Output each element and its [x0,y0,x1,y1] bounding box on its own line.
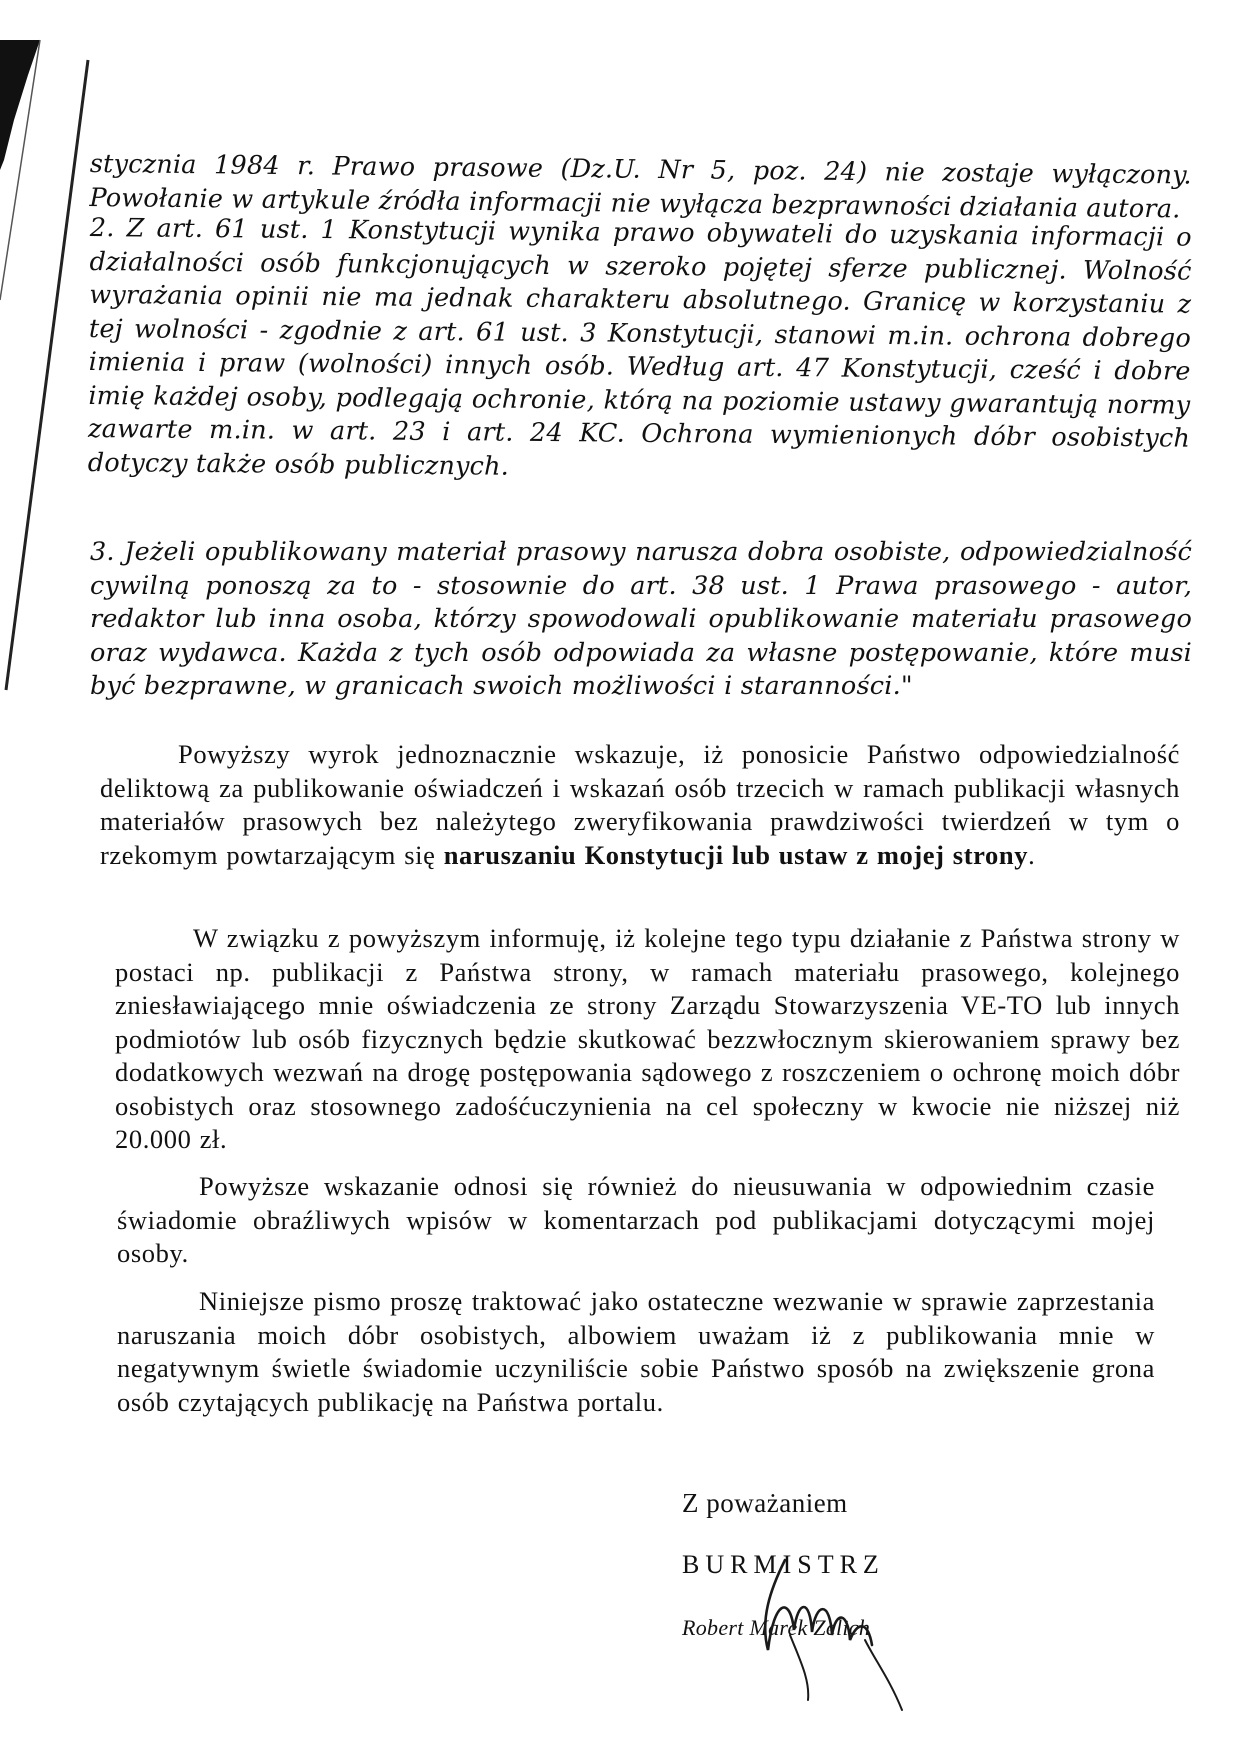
quote-paragraph-1: stycznia 1984 r. Prawo prasowe (Dz.U. Nr 5, poz. 24) nie zostaje wyłączony. Powołanie w artykule źródła informacji nie wyłącza bezprawności działania autora. [89,148,1192,224]
signatory-title: BURMISTRZ [682,1550,885,1579]
verdict-end: . [1028,839,1036,870]
quote-paragraph-2: 2. Z art. 61 ust. 1 Konstytucji wynika prawo obywateli do uzyskania informacji o działalności osób funkcjonujących w szeroko pojętej sferze publicznej. Wolność wyrażania opinii nie ma jednak charakteru absolutnego. Granicę w korzystaniu z tej wolności - zgodnie z art. 61 ust. 3 Konstytucji, stanowi m.in. ochrona dobrego imienia i praw (wolności) innych osób. Według art. 47 Konstytucji, cześć i dobre imię każdej osoby, podlegają ochronie, którą na poziomie ustawy gwarantują normy zawarte m.in. w art. 23 i art. 24 KC. Ochrona wymienionych dóbr osobistych dotyczy także osób publicznych. [87,212,1192,482]
signatory-name: Robert Marek Zelich [682,1615,871,1640]
verdict-text: Powyższy wyrok jednoznacznie wskazuje, iż ponosicie Państwo odpowiedzialność deliktową za publikowanie oświadczeń i wskazań osób trzecich w ramach publikacji własnych materiałów prasowych bez należytego zweryfikowania prawdziwości twierdzeń w tym o rzekomym powtarzającym się [100,739,1180,870]
handwritten-signature [690,1540,940,1720]
verdict-bold-text: naruszaniu Konstytucji lub ustaw z mojej strony [443,839,1029,870]
letter-paragraph-comments: Powyższe wskazanie odnosi się również do nieusuwania w odpowiednim czasie świadomie obraźliwych wpisów w komentarzach pod publikacjami dotyczącymi mojej osoby. [117,1171,1155,1268]
letter-paragraph-final-demand: Niniejsze pismo proszę traktować jako ostateczne wezwanie w sprawie zaprzestania naruszania moich dóbr osobistych, albowiem uważam iż z publikowania mnie w negatywnym świetle świadomie uczyniliście sobie Państwo sposób na zwiększenie grona osób czytających publikację na Państwa portalu. [117,1286,1155,1417]
closing-salutation: Z poważaniem [682,1488,848,1518]
letter-paragraph-notice: W związku z powyższym informuję, iż kolejne tego typu działanie z Państwa strony w postaci np. publikacji z Państwa strony, w ramach materiału prasowego, kolejnego zniesławiającego mnie oświadczenia ze strony Zarządu Stowarzyszenia VE-TO lub innych podmiotów lub osób fizycznych będzie skutkować bezzwłocznym skierowaniem sprawy bez dodatkowych wezwań na drogę postępowania sądowego z roszczeniem o ochronę moich dóbr osobistych oraz stosownego zadośćuczynienia na cel społeczny w kwocie nie niższej niż 20.000 zł. [115,923,1180,1154]
letter-paragraph-verdict [100,738,1180,872]
quote-paragraph-3: 3. Jeżeli opublikowany materiał prasowy narusza dobra osobiste, odpowiedzialność cywilną ponoszą za to - stosownie do art. 38 ust. 1 Prawa prasowego - autor, redaktor lub inna osoba, którzy spowodowali opublikowanie materiału prasowego oraz wydawca. Każda z tych osób odpowiada za własne postępowanie, które musi być bezprawne, w granicach swoich możliwości i staranności." [90,537,1192,701]
